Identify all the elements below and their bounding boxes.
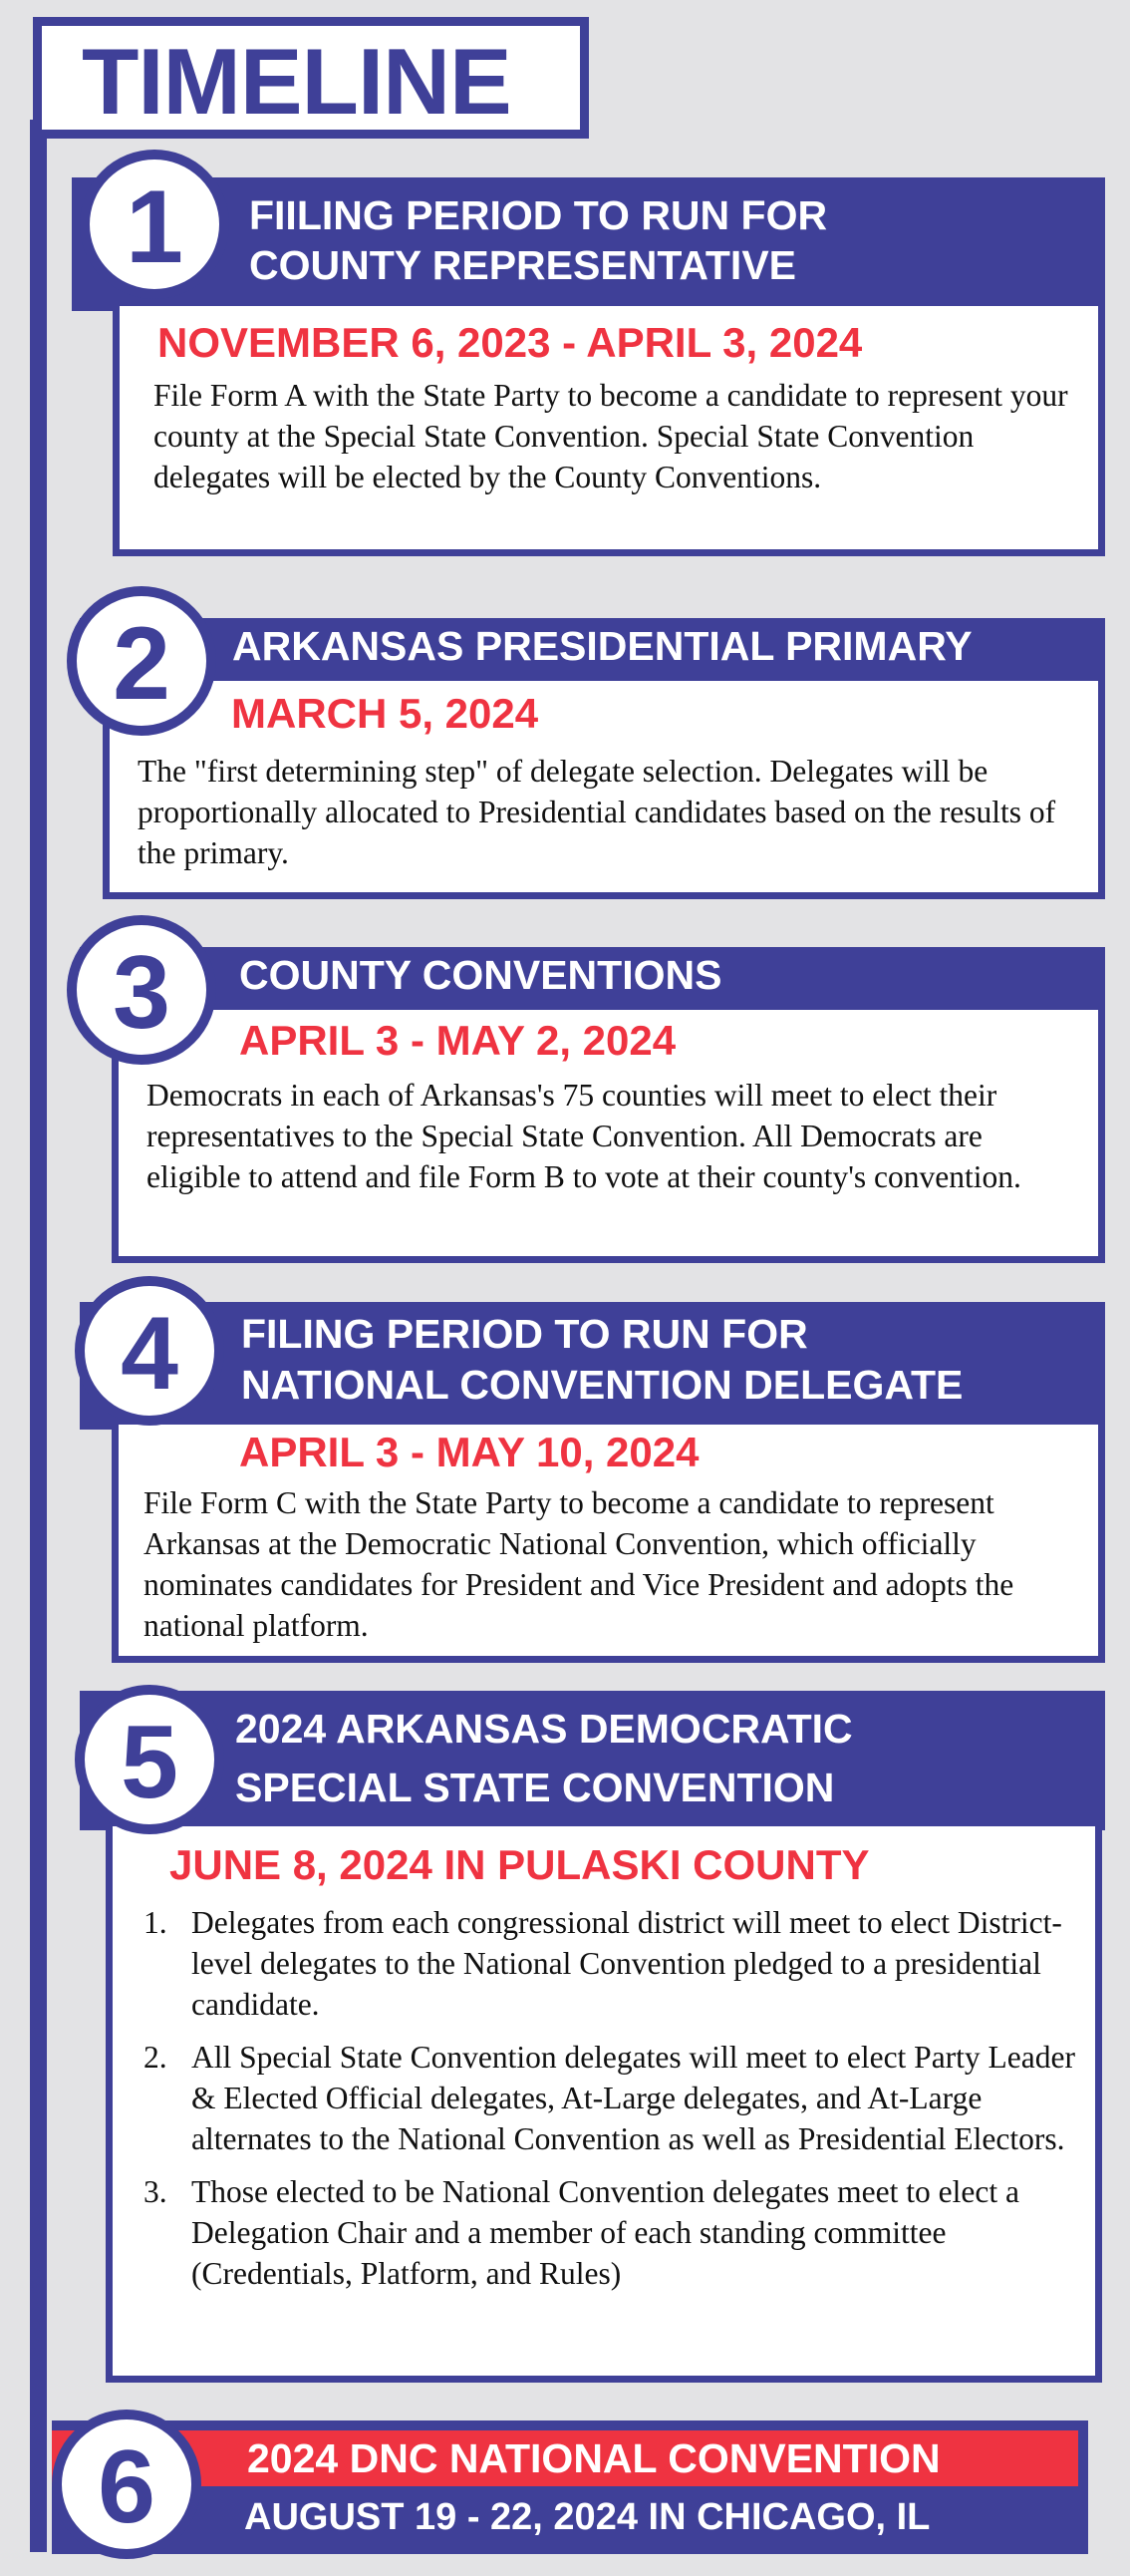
step-1-number: 1 xyxy=(126,169,183,285)
list-item-text: Those elected to be National Convention delegates meet to elect a Delegation Chair and a member of each standing committee (Credentials, Platform, and Rules) xyxy=(191,2174,1019,2291)
step-4-number: 4 xyxy=(121,1296,178,1412)
step-6-heading: 2024 DNC NATIONAL CONVENTION xyxy=(247,2435,941,2481)
step-4-date: APRIL 3 - MAY 10, 2024 xyxy=(239,1429,700,1475)
step-2-date: MARCH 5, 2024 xyxy=(231,690,539,737)
step-2-heading: ARKANSAS PRESIDENTIAL PRIMARY xyxy=(232,623,973,669)
list-item xyxy=(143,2171,1075,2294)
list-item-text: Delegates from each congressional district will meet to elect District-level delegates to the National Convention pledged to a presidential candidate. xyxy=(191,1905,1062,2022)
list-item-marker: 1. xyxy=(143,1905,167,1940)
list-item-text: All Special State Convention delegates will meet to elect Party Leader & Elected Official delegates, At-Large delegates, and At-Large alternates to the National Convention as well as Presidential Electors. xyxy=(191,2040,1075,2156)
step-4-heading-line-2: NATIONAL CONVENTION DELEGATE xyxy=(241,1362,964,1408)
step-2-circle xyxy=(67,586,216,736)
list-item-marker: 3. xyxy=(143,2174,167,2209)
step-5-heading-line-2: SPECIAL STATE CONVENTION xyxy=(235,1765,835,1810)
list-item-marker: 2. xyxy=(143,2040,167,2075)
step-5-list xyxy=(143,1902,1075,2306)
page-title: TIMELINE xyxy=(82,29,511,134)
list-item xyxy=(143,2037,1075,2159)
step-6-number: 6 xyxy=(98,2429,155,2545)
step-5-heading-line-1: 2024 ARKANSAS DEMOCRATIC xyxy=(235,1706,853,1752)
step-3-description: Democrats in each of Arkansas's 75 counties will meet to elect their representatives to the Special State Convention. All Democrats are eligible to attend and file Form B to vote at their county's convention. xyxy=(146,1078,1021,1194)
step-1-circle xyxy=(80,150,229,299)
step-4-description: File Form C with the State Party to become a candidate to represent Arkansas at the Democratic National Convention, which officially nominates candidates for President and Vice President and adopts the national platform. xyxy=(143,1485,1014,1643)
step-1-description: File Form A with the State Party to become a candidate to represent your county at the Special State Convention. Special State Convention delegates will be elected by the County Conventions. xyxy=(153,378,1068,494)
step-3-circle xyxy=(67,915,216,1065)
step-4-circle xyxy=(75,1276,224,1426)
step-1-date: NOVEMBER 6, 2023 - APRIL 3, 2024 xyxy=(157,319,863,366)
step-3-date: APRIL 3 - MAY 2, 2024 xyxy=(239,1017,677,1064)
step-1-heading-line-2: COUNTY REPRESENTATIVE xyxy=(249,242,797,288)
list-item xyxy=(143,1902,1075,2025)
step-5-number: 5 xyxy=(121,1705,178,1820)
step-2-number: 2 xyxy=(113,606,170,722)
step-6-circle xyxy=(52,2410,201,2559)
timeline-rail xyxy=(30,120,47,2552)
step-3-heading: COUNTY CONVENTIONS xyxy=(239,952,722,998)
step-4-heading-line-1: FILING PERIOD TO RUN FOR xyxy=(241,1311,808,1357)
title-box xyxy=(33,17,589,139)
step-2-description: The "first determining step" of delegate selection. Delegates will be proportionally allocated to Presidential candidates based on the results of the primary. xyxy=(138,754,1056,870)
step-6-date: AUGUST 19 - 22, 2024 IN CHICAGO, IL xyxy=(244,2496,931,2538)
step-1-heading-line-1: FIILING PERIOD TO RUN FOR xyxy=(249,192,828,238)
step-5-date: JUNE 8, 2024 IN PULASKI COUNTY xyxy=(169,1841,870,1888)
step-5-circle xyxy=(75,1685,224,1834)
step-3-number: 3 xyxy=(113,935,170,1051)
